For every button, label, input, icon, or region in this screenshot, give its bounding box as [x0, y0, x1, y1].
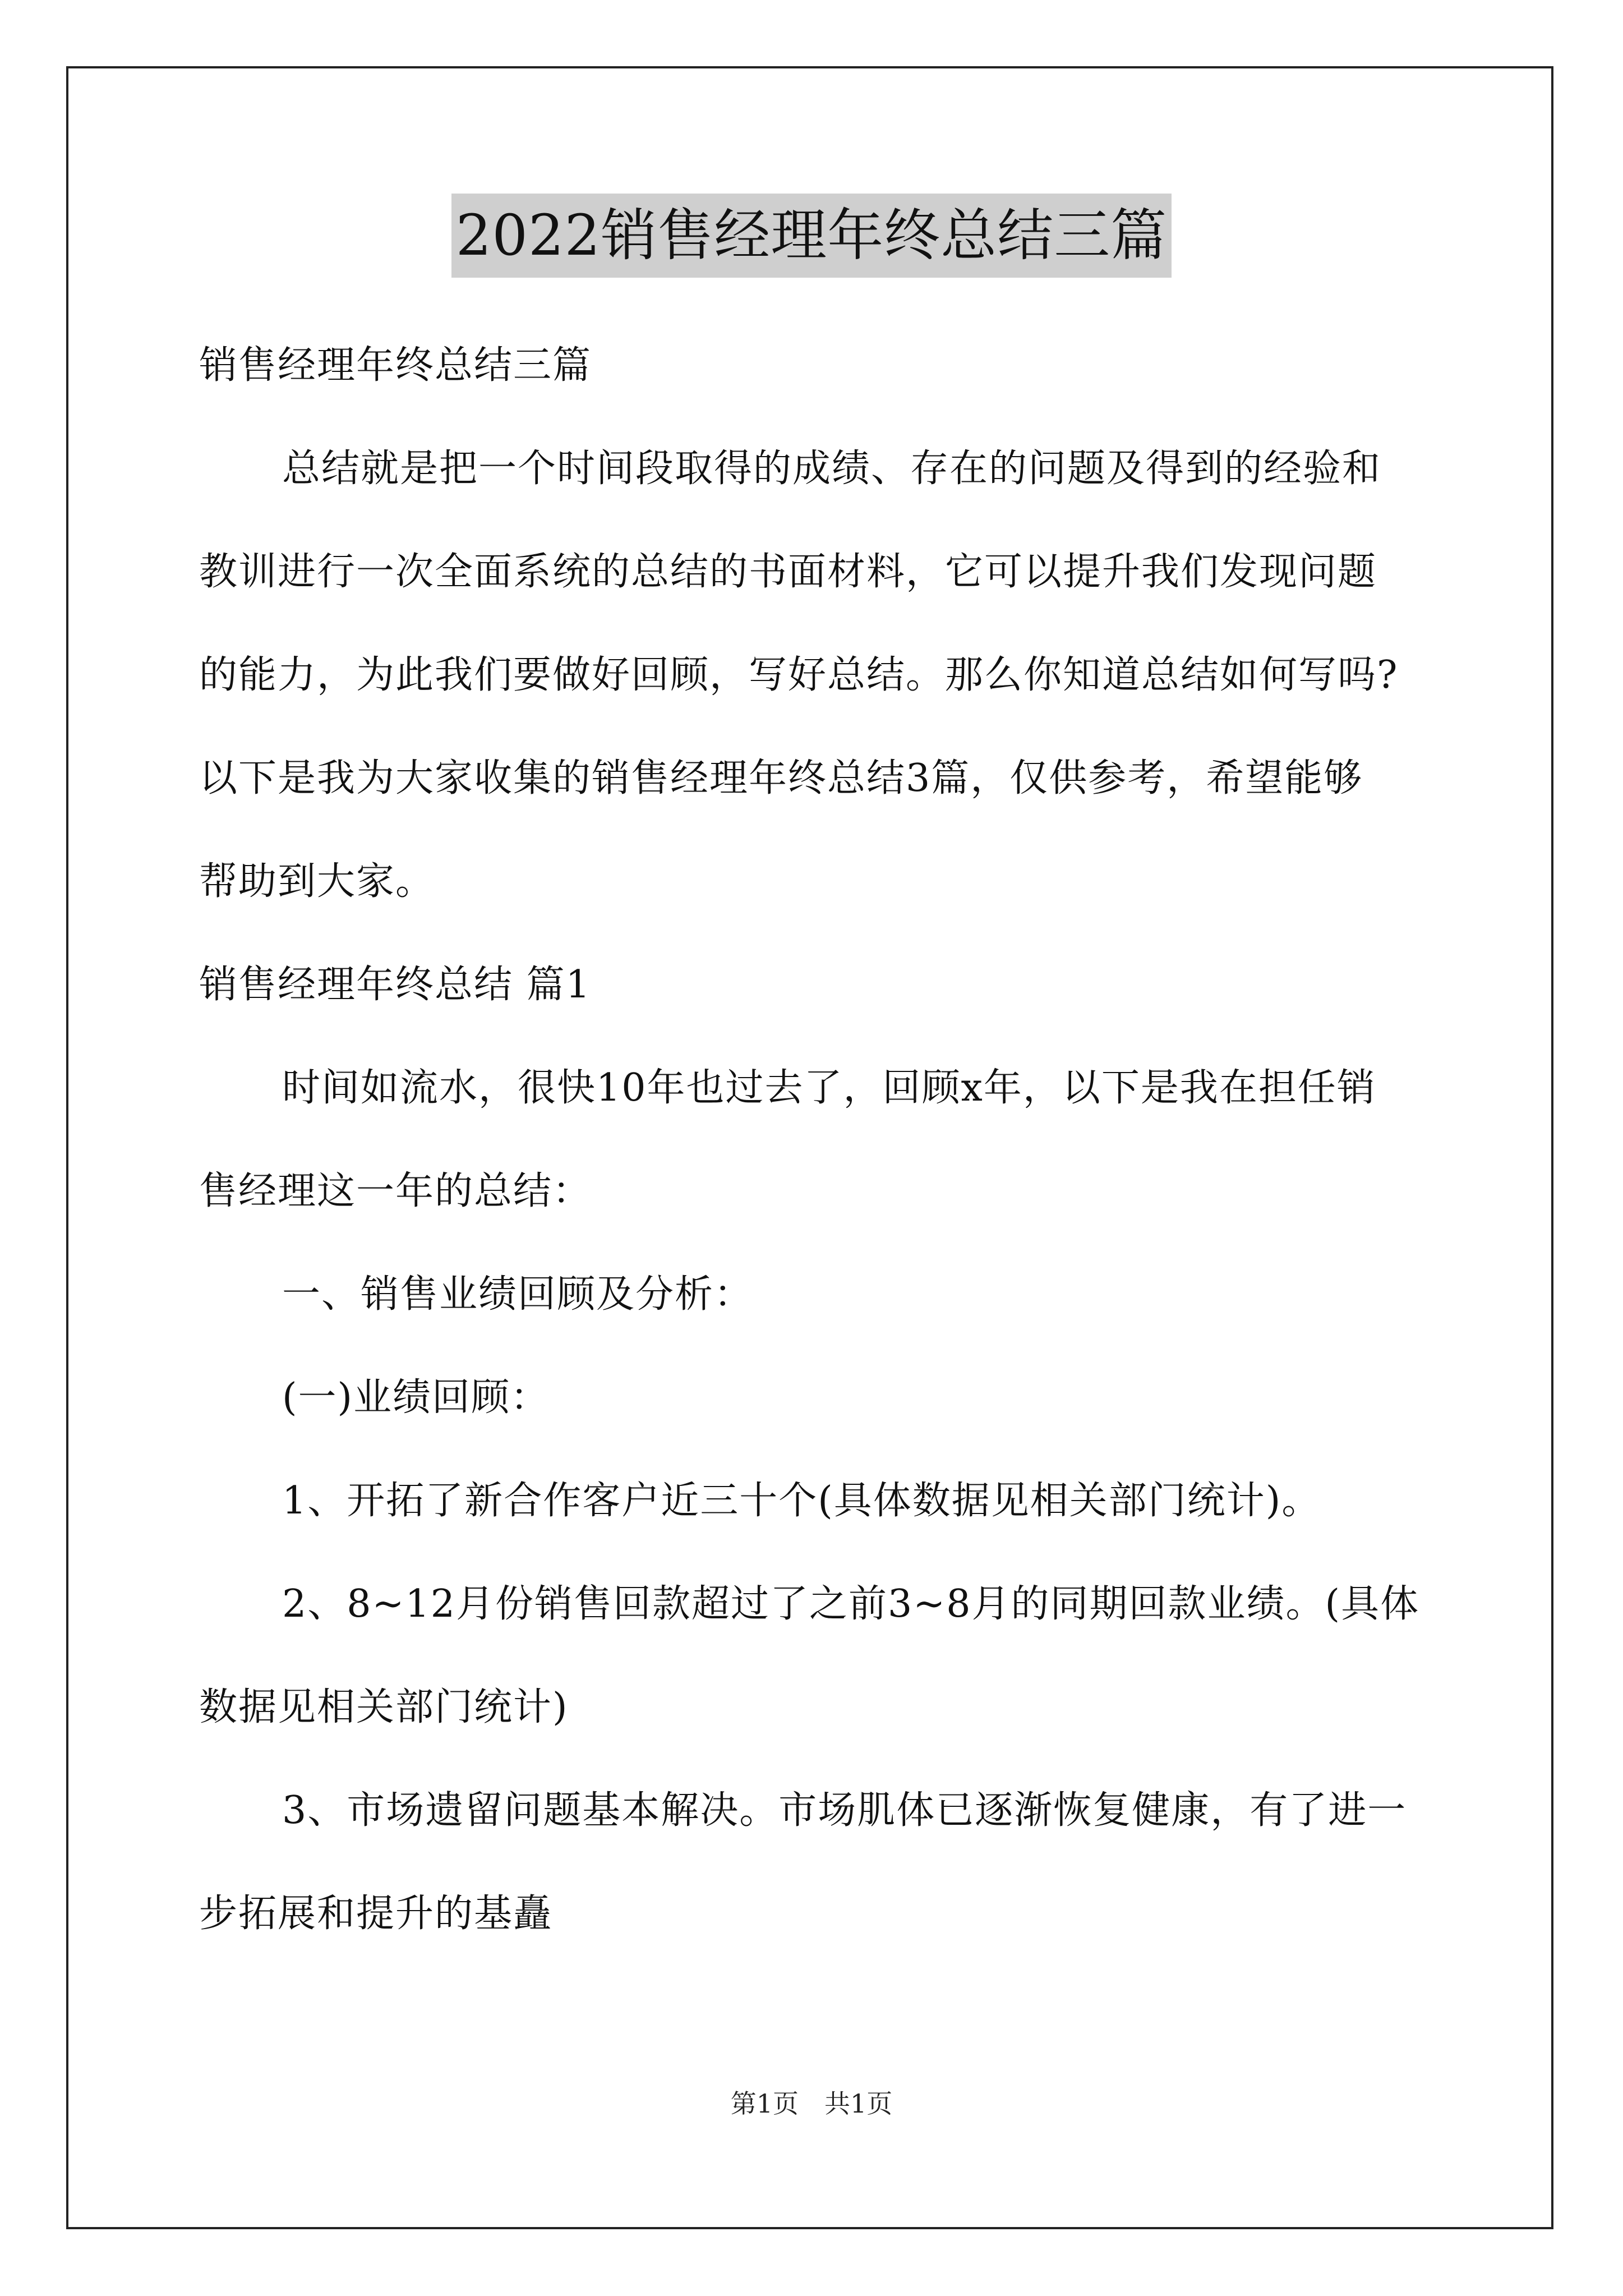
subheading: (一)业绩回顾：	[282, 1375, 550, 1420]
paragraph-line: 步拓展和提升的基矗	[199, 1892, 553, 1936]
paragraph-line: 售经理这一年的总结：	[199, 1169, 592, 1213]
document-body	[199, 314, 1433, 1966]
title-container	[0, 194, 1623, 278]
paragraph-line: 总结就是把一个时间段取得的成绩、存在的问题及得到的经验和	[282, 447, 1382, 491]
paragraph-line: 以下是我为大家收集的销售经理年终总结3篇，仅供参考，希望能够	[199, 756, 1363, 800]
paragraph-line: 销售经理年终总结三篇	[199, 343, 592, 388]
list-item: 2、8~12月份销售回款超过了之前3~8月的同期回款业绩。(具体	[282, 1582, 1420, 1626]
paragraph-line: 帮助到大家。	[199, 859, 435, 904]
paragraph-line: 时间如流水，很快10年也过去了，回顾x年，以下是我在担任销	[282, 1066, 1376, 1110]
subheading: 一、销售业绩回顾及分析：	[282, 1272, 754, 1317]
paragraph-line: 教训进行一次全面系统的总结的书面材料，它可以提升我们发现问题	[199, 550, 1377, 594]
page-footer: 第1页 共1页	[730, 2088, 893, 2119]
list-item: 1、开拓了新合作客户近三十个(具体数据见相关部门统计)。	[282, 1479, 1321, 1523]
section-heading: 销售经理年终总结 篇1	[199, 963, 591, 1007]
paragraph-line: 数据见相关部门统计)	[199, 1685, 569, 1729]
list-item: 3、市场遗留问题基本解决。市场肌体已逐渐恢复健康，有了进一	[282, 1788, 1407, 1833]
document-title: 2022销售经理年终总结三篇	[451, 194, 1172, 278]
paragraph-line: 的能力，为此我们要做好回顾，写好总结。那么你知道总结如何写吗?	[199, 653, 1399, 697]
